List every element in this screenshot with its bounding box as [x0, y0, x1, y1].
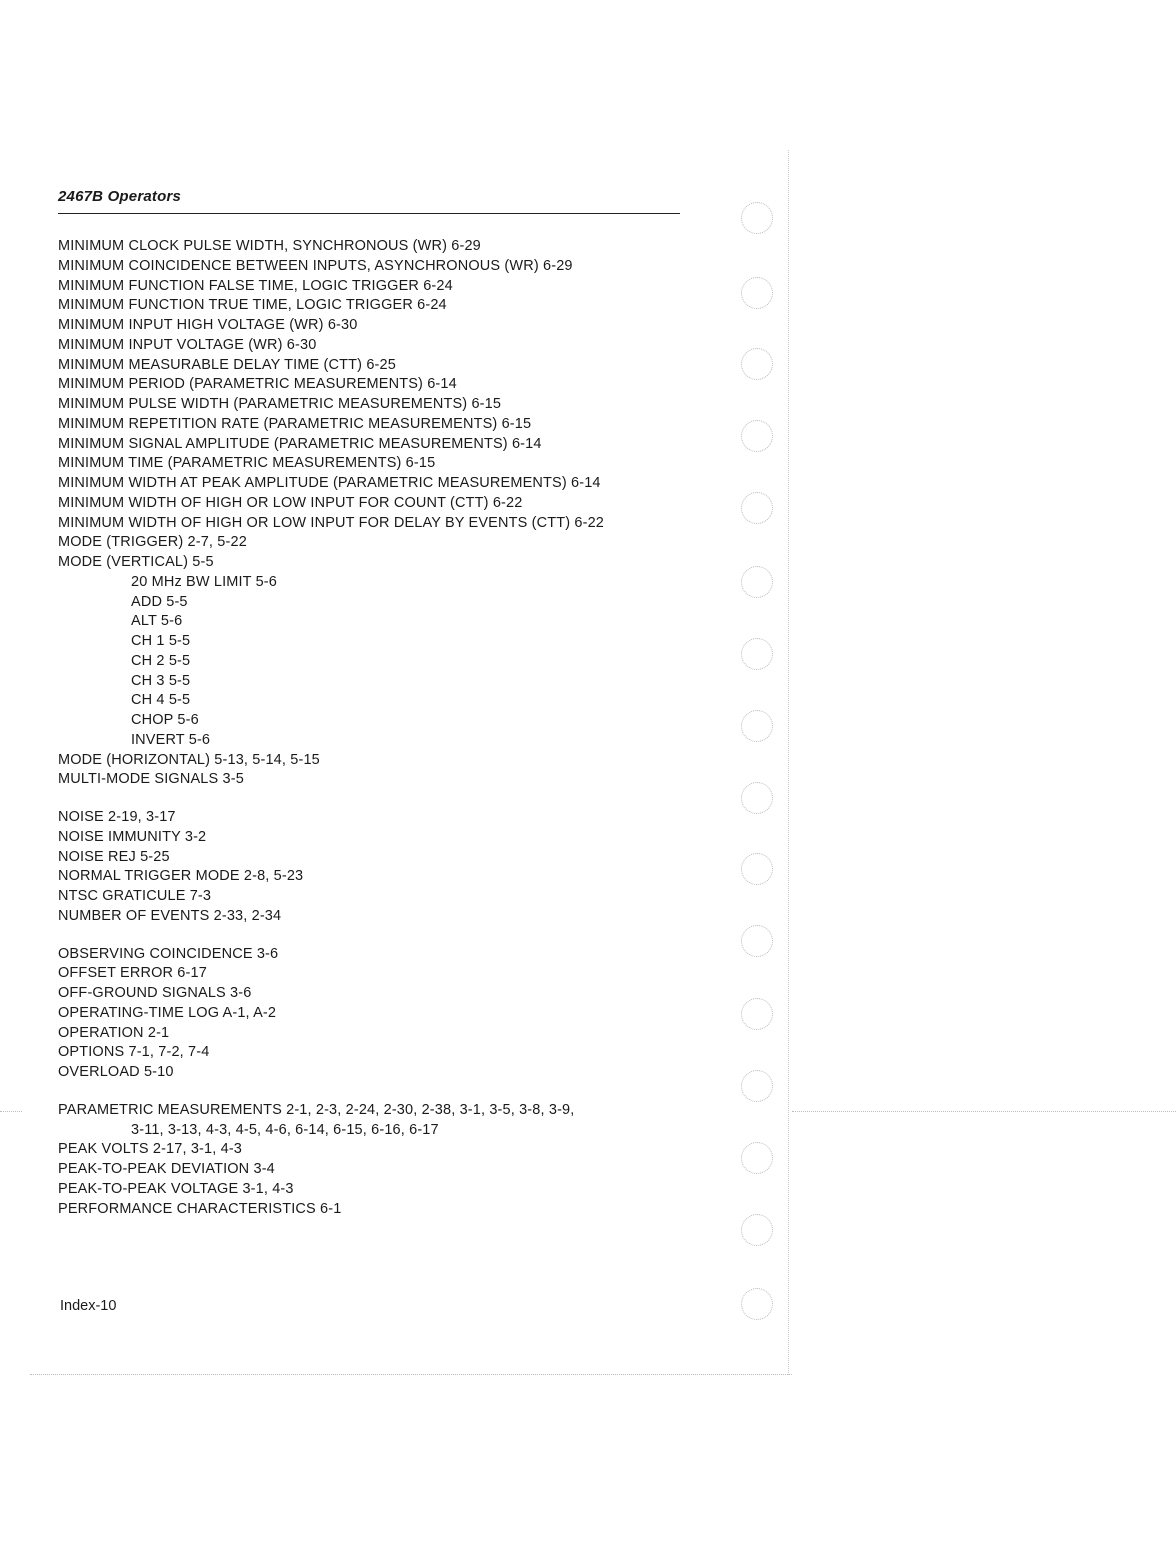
binder-hole-icon	[741, 998, 773, 1030]
binder-hole-icon	[741, 277, 773, 309]
binder-edge-line	[788, 150, 789, 1375]
section-spacer	[58, 927, 698, 945]
index-entry: OFF-GROUND SIGNALS 3-6	[58, 985, 252, 1001]
index-entry: NUMBER OF EVENTS 2-33, 2-34	[58, 907, 282, 924]
index-entry: MINIMUM PERIOD (PARAMETRIC MEASUREMENTS) 6-14	[58, 376, 457, 393]
page-number: Index-10	[60, 1298, 117, 1314]
binder-hole-icon	[741, 348, 773, 380]
binder-hole-icon	[741, 1288, 773, 1320]
index-entry: PERFORMANCE CHARACTERISTICS 6-1	[58, 1200, 342, 1217]
scan-edge-left	[0, 1111, 22, 1112]
index-entry: PEAK-TO-PEAK VOLTAGE 3-1, 4-3	[58, 1180, 294, 1197]
index-entry: MINIMUM REPETITION RATE (PARAMETRIC MEASUREMENTS) 6-15	[58, 415, 532, 432]
binder-hole-icon	[741, 853, 773, 885]
index-entry: NOISE REJ 5-25	[58, 848, 170, 865]
index-entry: MULTI-MODE SIGNALS 3-5	[58, 771, 244, 788]
binder-hole-icon	[741, 925, 773, 957]
binder-hole-icon	[741, 420, 773, 452]
index-entry-continuation: 3-11, 3-13, 4-3, 4-5, 4-6, 6-14, 6-15, 6-16, 6-17	[131, 1121, 439, 1138]
index-entry: PARAMETRIC MEASUREMENTS 2-1, 2-3, 2-24, 2-30, 2-38, 3-1, 3-5, 3-8, 3-9,	[58, 1101, 575, 1118]
index-entry: MINIMUM INPUT HIGH VOLTAGE (WR) 6-30	[58, 317, 358, 333]
index-subentry: INVERT 5-6	[131, 731, 211, 748]
index-entry: MINIMUM FUNCTION FALSE TIME, LOGIC TRIGGER 6-24	[58, 277, 453, 294]
section-spacer	[58, 1083, 698, 1101]
index-subentry: ADD 5-5	[131, 593, 188, 610]
binder-hole-icon	[741, 1142, 773, 1174]
index-entry: MODE (HORIZONTAL) 5-13, 5-14, 5-15	[58, 751, 320, 768]
page-header-title: 2467B Operators	[58, 188, 182, 205]
binder-hole-icon	[741, 782, 773, 814]
binder-hole-icon	[741, 710, 773, 742]
index-entry: OBSERVING COINCIDENCE 3-6	[58, 945, 279, 962]
index-entry: MINIMUM MEASURABLE DELAY TIME (CTT) 6-25	[58, 356, 396, 373]
index-entry: MINIMUM INPUT VOLTAGE (WR) 6-30	[58, 336, 317, 353]
index-entry: NOISE 2-19, 3-17	[58, 809, 176, 825]
index-entry: NTSC GRATICULE 7-3	[58, 888, 212, 904]
index-entry: OVERLOAD 5-10	[58, 1064, 174, 1080]
index-entry: PEAK-TO-PEAK DEVIATION 3-4	[58, 1161, 275, 1177]
index-entry: MINIMUM CLOCK PULSE WIDTH, SYNCHRONOUS (WR) 6-29	[58, 238, 481, 254]
index-subentry: CH 4 5-5	[131, 692, 191, 709]
binder-hole-icon	[741, 202, 773, 234]
index-entry: MINIMUM TIME (PARAMETRIC MEASUREMENTS) 6-15	[58, 455, 436, 472]
index-entry: MODE (VERTICAL) 5-5	[58, 554, 214, 570]
header-rule	[58, 213, 680, 214]
index-list	[58, 237, 698, 1219]
index-entry: NOISE IMMUNITY 3-2	[58, 828, 207, 845]
scan-edge-bottom	[30, 1374, 792, 1375]
index-entry: MINIMUM WIDTH AT PEAK AMPLITUDE (PARAMETRIC MEASUREMENTS) 6-14	[58, 475, 601, 491]
index-entry: MINIMUM FUNCTION TRUE TIME, LOGIC TRIGGER 6-24	[58, 297, 447, 314]
index-entry: PEAK VOLTS 2-17, 3-1, 4-3	[58, 1141, 243, 1158]
index-subentry: 20 MHz BW LIMIT 5-6	[131, 573, 278, 590]
binder-hole-icon	[741, 1070, 773, 1102]
index-entry: OFFSET ERROR 6-17	[58, 965, 207, 982]
index-subentry: CHOP 5-6	[131, 712, 199, 728]
index-entry: MINIMUM SIGNAL AMPLITUDE (PARAMETRIC MEASUREMENTS) 6-14	[58, 435, 542, 452]
section-spacer	[58, 790, 698, 808]
index-subentry: ALT 5-6	[131, 613, 183, 630]
index-entry: MINIMUM PULSE WIDTH (PARAMETRIC MEASUREMENTS) 6-15	[58, 396, 502, 412]
index-subentry: CH 3 5-5	[131, 672, 191, 689]
index-subentry: CH 1 5-5	[131, 633, 191, 649]
index-subentry: CH 2 5-5	[131, 652, 191, 669]
binder-hole-icon	[741, 492, 773, 524]
index-entry: MINIMUM WIDTH OF HIGH OR LOW INPUT FOR DELAY BY EVENTS (CTT) 6-22	[58, 514, 605, 531]
index-entry: MINIMUM COINCIDENCE BETWEEN INPUTS, ASYNCHRONOUS (WR) 6-29	[58, 257, 573, 274]
index-entry: OPERATING-TIME LOG A-1, A-2	[58, 1004, 277, 1021]
index-entry: MINIMUM WIDTH OF HIGH OR LOW INPUT FOR COUNT (CTT) 6-22	[58, 494, 523, 511]
index-entry: OPTIONS 7-1, 7-2, 7-4	[58, 1044, 210, 1061]
binder-hole-icon	[741, 638, 773, 670]
scan-edge-right	[792, 1111, 1176, 1112]
binder-hole-icon	[741, 1214, 773, 1246]
index-entry: OPERATION 2-1	[58, 1024, 170, 1041]
binder-hole-icon	[741, 566, 773, 598]
index-entry: NORMAL TRIGGER MODE 2-8, 5-23	[58, 868, 304, 885]
index-entry: MODE (TRIGGER) 2-7, 5-22	[58, 534, 247, 551]
